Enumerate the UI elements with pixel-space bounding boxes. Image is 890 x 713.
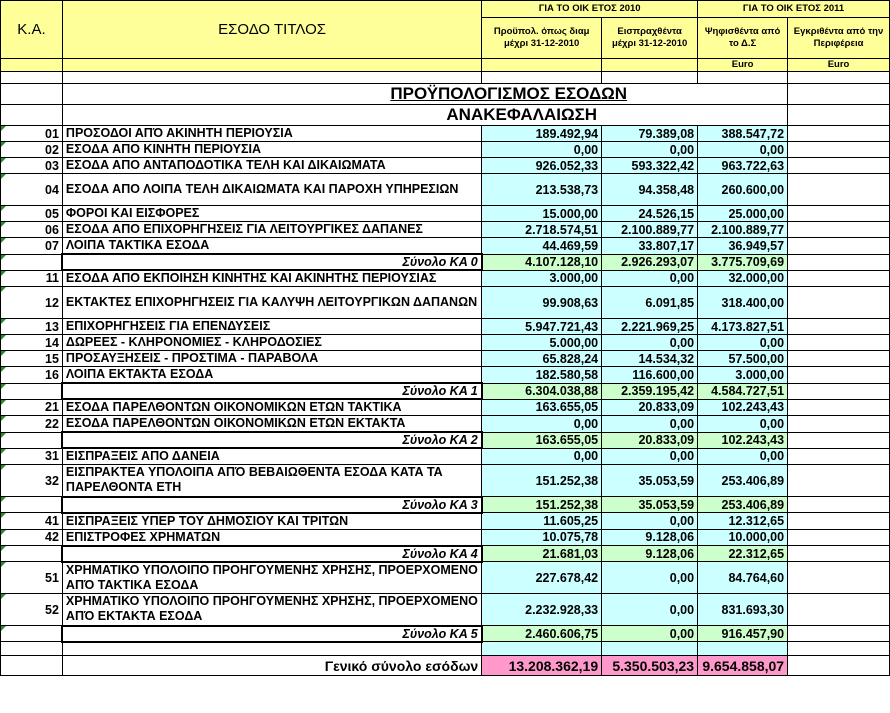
approved-cell[interactable] bbox=[788, 513, 890, 530]
subtotal-row bbox=[1, 626, 890, 642]
collected-cell[interactable]: 9.128,06 bbox=[602, 529, 698, 546]
collected-cell[interactable]: 35.053,59 bbox=[602, 465, 698, 497]
budget-cell[interactable]: 163.655,05 bbox=[482, 399, 602, 416]
code-cell[interactable]: 05 bbox=[1, 206, 63, 222]
collected-cell[interactable]: 20.833,09 bbox=[602, 399, 698, 416]
table-row bbox=[1, 367, 890, 384]
description-cell[interactable]: ΕΣΟΔΑ ΠΑΡΕΛΘΟΝΤΩΝ ΟΙΚΟΝΟΜΙΚΩΝ ΕΤΩΝ ΕΚΤΑΚΤΑ bbox=[62, 416, 481, 433]
approved-cell[interactable] bbox=[788, 465, 890, 497]
table-row bbox=[1, 238, 890, 255]
subtotal-row bbox=[1, 254, 890, 270]
code-cell[interactable] bbox=[1, 497, 63, 513]
description-cell[interactable]: ΕΙΣΠΡΑΞΕΙΣ ΥΠΕΡ ΤΟΥ ΔΗΜΟΣΙΟΥ ΚΑΙ ΤΡΙΤΩΝ bbox=[62, 513, 481, 530]
grand-total-voted[interactable]: 9.654.858,07 bbox=[698, 656, 788, 676]
voted-cell[interactable]: 57.500,00 bbox=[698, 351, 788, 367]
description-cell[interactable]: ΕΣΟΔΑ ΑΠΟ ΛΟΙΠΑ ΤΕΛΗ ΔΙΚΑΙΩΜΑΤΑ ΚΑΙ ΠΑΡΟΧΗ ΥΠΗΡΕΣΙΩΝ bbox=[62, 174, 481, 206]
table-row bbox=[1, 126, 890, 142]
description-cell[interactable]: ΧΡΗΜΑΤΙΚΟ ΥΠΟΛΟΙΠΟ ΠΡΟΗΓΟΥΜΕΝΗΣ ΧΡΗΣΗΣ, ΠΡΟΕΡΧΟΜΕΝΟ ΑΠΌ ΤΑΚΤΙΚΑ ΕΣΟΔΑ bbox=[62, 562, 481, 594]
voted-cell[interactable]: 22.312,65 bbox=[698, 546, 788, 562]
code-cell[interactable]: 21 bbox=[1, 399, 63, 416]
table-row bbox=[1, 319, 890, 335]
code-cell[interactable] bbox=[1, 383, 63, 399]
voted-cell[interactable]: 25.000,00 bbox=[698, 206, 788, 222]
budget-cell[interactable]: 99.908,63 bbox=[482, 287, 602, 319]
budget-cell[interactable]: 5.000,00 bbox=[482, 335, 602, 351]
collected-cell[interactable]: 0,00 bbox=[602, 448, 698, 465]
voted-cell[interactable]: 831.693,30 bbox=[698, 594, 788, 626]
collected-cell[interactable]: 0,00 bbox=[602, 513, 698, 530]
blank-cell[interactable] bbox=[482, 642, 602, 656]
code-cell[interactable]: 32 bbox=[1, 465, 63, 497]
budget-cell[interactable]: 2.718.574,51 bbox=[482, 222, 602, 238]
collected-cell[interactable]: 0,00 bbox=[602, 270, 698, 287]
header-year-2011[interactable]: ΓΙΑ ΤΟ ΟΙΚ ΕΤΟΣ 2011 bbox=[698, 1, 890, 18]
code-cell[interactable] bbox=[1, 432, 63, 448]
budget-cell[interactable]: 3.000,00 bbox=[482, 270, 602, 287]
approved-cell[interactable] bbox=[788, 158, 890, 174]
budget-cell[interactable]: 21.681,03 bbox=[482, 546, 602, 562]
voted-cell[interactable]: 12.312,65 bbox=[698, 513, 788, 530]
blank-cell[interactable] bbox=[788, 642, 890, 656]
table-row bbox=[1, 594, 890, 626]
code-cell[interactable]: 51 bbox=[1, 562, 63, 594]
approved-cell[interactable] bbox=[788, 432, 890, 448]
table-row bbox=[1, 529, 890, 546]
table-row bbox=[1, 351, 890, 367]
description-cell[interactable]: ΕΣΟΔΑ ΑΠΟ ΚΙΝΗΤΗ ΠΕΡΙΟΥΣΙΑ bbox=[62, 142, 481, 158]
code-cell[interactable] bbox=[1, 254, 63, 270]
approved-cell[interactable] bbox=[788, 594, 890, 626]
blank-cell[interactable] bbox=[1, 84, 63, 105]
budget-cell[interactable]: 151.252,38 bbox=[482, 497, 602, 513]
budget-cell[interactable]: 163.655,05 bbox=[482, 432, 602, 448]
table-row bbox=[1, 270, 890, 287]
collected-cell[interactable]: 0,00 bbox=[602, 142, 698, 158]
budget-cell[interactable]: 65.828,24 bbox=[482, 351, 602, 367]
voted-cell[interactable]: 4.584.727,51 bbox=[698, 383, 788, 399]
grand-total-label[interactable]: Γενικό σύνολο εσόδων bbox=[62, 656, 481, 676]
budget-cell[interactable]: 15.000,00 bbox=[482, 206, 602, 222]
collected-cell[interactable]: 24.526,15 bbox=[602, 206, 698, 222]
voted-cell[interactable]: 36.949,57 bbox=[698, 238, 788, 255]
description-cell[interactable]: ΕΣΟΔΑ ΑΠΟ ΑΝΤΑΠΟΔΟΤΙΚΑ ΤΕΛΗ ΚΑΙ ΔΙΚΑΙΩΜΑΤΑ bbox=[62, 158, 481, 174]
collected-cell[interactable]: 0,00 bbox=[602, 562, 698, 594]
voted-cell[interactable]: 916.457,90 bbox=[698, 626, 788, 642]
blank-cell[interactable] bbox=[698, 72, 788, 84]
table-row bbox=[1, 416, 890, 433]
budget-cell[interactable]: 2.232.928,33 bbox=[482, 594, 602, 626]
approved-cell[interactable] bbox=[788, 367, 890, 384]
voted-cell[interactable]: 2.100.889,77 bbox=[698, 222, 788, 238]
subtotal-label[interactable]: Σύνολο ΚΑ 3 bbox=[62, 497, 481, 513]
description-cell[interactable]: ΧΡΗΜΑΤΙΚΟ ΥΠΟΛΟΙΠΟ ΠΡΟΗΓΟΥΜΕΝΗΣ ΧΡΗΣΗΣ, ΠΡΟΕΡΧΟΜΕΝΟ ΑΠΌ ΕΚΤΑΚΤΑ ΕΣΟΔΑ bbox=[62, 594, 481, 626]
approved-cell[interactable] bbox=[788, 626, 890, 642]
collected-cell[interactable]: 9.128,06 bbox=[602, 546, 698, 562]
grand-total-collected[interactable]: 5.350.503,23 bbox=[602, 656, 698, 676]
voted-cell[interactable]: 32.000,00 bbox=[698, 270, 788, 287]
code-cell[interactable]: 07 bbox=[1, 238, 63, 255]
code-cell[interactable]: 22 bbox=[1, 416, 63, 433]
blank-cell[interactable] bbox=[602, 72, 698, 84]
header-title[interactable]: ΕΣΟΔΟ ΤΙΤΛΟΣ bbox=[62, 1, 481, 59]
spacer-row bbox=[1, 642, 890, 656]
header-ka[interactable]: Κ.Α. bbox=[1, 1, 63, 59]
code-cell[interactable]: 01 bbox=[1, 126, 63, 142]
description-cell[interactable]: ΠΡΟΣΑΥΞΗΣΕΙΣ - ΠΡΟΣΤΙΜΑ - ΠΑΡΑΒΟΛΑ bbox=[62, 351, 481, 367]
budget-cell[interactable]: 0,00 bbox=[482, 142, 602, 158]
collected-cell[interactable]: 94.358,48 bbox=[602, 174, 698, 206]
table-row bbox=[1, 399, 890, 416]
code-cell[interactable]: 31 bbox=[1, 448, 63, 465]
blank-cell[interactable] bbox=[482, 72, 602, 84]
table-row bbox=[1, 206, 890, 222]
code-cell[interactable]: 15 bbox=[1, 351, 63, 367]
table-row bbox=[1, 513, 890, 530]
budget-cell[interactable]: 213.538,73 bbox=[482, 174, 602, 206]
voted-cell[interactable]: 3.000,00 bbox=[698, 367, 788, 384]
code-cell[interactable]: 42 bbox=[1, 529, 63, 546]
voted-cell[interactable]: 0,00 bbox=[698, 448, 788, 465]
blank-cell[interactable] bbox=[62, 642, 481, 656]
voted-cell[interactable]: 102.243,43 bbox=[698, 399, 788, 416]
table-row bbox=[1, 158, 890, 174]
header-blank-cell[interactable] bbox=[62, 59, 481, 72]
approved-cell[interactable] bbox=[788, 222, 890, 238]
budget-cell[interactable]: 182.580,58 bbox=[482, 367, 602, 384]
approved-cell[interactable] bbox=[788, 142, 890, 158]
subtitle[interactable]: ΑΝΑΚΕΦΑΛΑΙΩΣΗ bbox=[62, 105, 787, 126]
grand-total-approved[interactable] bbox=[788, 656, 890, 676]
collected-cell[interactable]: 2.926.293,07 bbox=[602, 254, 698, 270]
blank-cell[interactable] bbox=[602, 642, 698, 656]
voted-cell[interactable]: 253.406,89 bbox=[698, 465, 788, 497]
header-year-2010[interactable]: ΓΙΑ ΤΟ ΟΙΚ ΕΤΟΣ 2010 bbox=[482, 1, 698, 18]
subtotal-label[interactable]: Σύνολο ΚΑ 5 bbox=[62, 626, 481, 642]
subtotal-label[interactable]: Σύνολο ΚΑ 4 bbox=[62, 546, 481, 562]
budget-cell[interactable]: 10.075,78 bbox=[482, 529, 602, 546]
code-cell[interactable]: 41 bbox=[1, 513, 63, 530]
budget-cell[interactable]: 5.947.721,43 bbox=[482, 319, 602, 335]
description-cell[interactable]: ΕΣΟΔΑ ΑΠΟ ΕΠΙΧΟΡΗΓΗΣΕΙΣ ΓΙΑ ΛΕΙΤΟΥΡΓΙΚΕΣ ΔΑΠΑΝΕΣ bbox=[62, 222, 481, 238]
voted-cell[interactable]: 4.173.827,51 bbox=[698, 319, 788, 335]
collected-cell[interactable]: 14.534,32 bbox=[602, 351, 698, 367]
code-cell[interactable] bbox=[1, 656, 63, 676]
description-cell[interactable]: ΔΩΡΕΕΣ - ΚΛΗΡΟΝΟΜΙΕΣ - ΚΛΗΡΟΔΟΣΙΕΣ bbox=[62, 335, 481, 351]
code-cell[interactable]: 02 bbox=[1, 142, 63, 158]
collected-cell[interactable]: 6.091,85 bbox=[602, 287, 698, 319]
voted-cell[interactable]: 318.400,00 bbox=[698, 287, 788, 319]
approved-cell[interactable] bbox=[788, 546, 890, 562]
table-row bbox=[1, 287, 890, 319]
description-cell[interactable]: ΕΠΙΣΤΡΟΦΕΣ ΧΡΗΜΑΤΩΝ bbox=[62, 529, 481, 546]
description-cell[interactable]: ΕΣΟΔΑ ΑΠΟ ΕΚΠΟΙΗΣΗ ΚΙΝΗΤΗΣ ΚΑΙ ΑΚΙΝΗΤΗΣ ΠΕΡΙΟΥΣΙΑΣ bbox=[62, 270, 481, 287]
header-approved[interactable]: Εγκριθέντα από την Περιφέρεια bbox=[788, 17, 890, 58]
header-budget[interactable]: Προϋπολ. όπως διαμ μέχρι 31-12-2010 bbox=[482, 17, 602, 58]
approved-cell[interactable] bbox=[788, 270, 890, 287]
collected-cell[interactable]: 2.221.969,25 bbox=[602, 319, 698, 335]
code-cell[interactable]: 16 bbox=[1, 367, 63, 384]
header-unit-voted[interactable]: Euro bbox=[698, 59, 788, 72]
collected-cell[interactable]: 0,00 bbox=[602, 626, 698, 642]
code-cell[interactable]: 11 bbox=[1, 270, 63, 287]
voted-cell[interactable]: 0,00 bbox=[698, 416, 788, 433]
budget-cell[interactable]: 926.052,33 bbox=[482, 158, 602, 174]
grand-total-budget[interactable]: 13.208.362,19 bbox=[482, 656, 602, 676]
approved-cell[interactable] bbox=[788, 126, 890, 142]
voted-cell[interactable]: 0,00 bbox=[698, 335, 788, 351]
code-cell[interactable]: 13 bbox=[1, 319, 63, 335]
subtotal-row bbox=[1, 383, 890, 399]
approved-cell[interactable] bbox=[788, 416, 890, 433]
blank-cell[interactable] bbox=[1, 72, 63, 84]
grand-total-row bbox=[1, 656, 890, 676]
subtotal-label[interactable]: Σύνολο ΚΑ 2 bbox=[62, 432, 481, 448]
budget-cell[interactable]: 227.678,42 bbox=[482, 562, 602, 594]
budget-cell[interactable]: 6.304.038,88 bbox=[482, 383, 602, 399]
header-blank-cell[interactable] bbox=[1, 59, 63, 72]
code-cell[interactable] bbox=[1, 546, 63, 562]
voted-cell[interactable]: 260.600,00 bbox=[698, 174, 788, 206]
table-row bbox=[1, 174, 890, 206]
code-cell[interactable]: 06 bbox=[1, 222, 63, 238]
approved-cell[interactable] bbox=[788, 206, 890, 222]
voted-cell[interactable]: 253.406,89 bbox=[698, 497, 788, 513]
approved-cell[interactable] bbox=[788, 399, 890, 416]
description-cell[interactable]: ΕΚΤΑΚΤΕΣ ΕΠΙΧΟΡΗΓΗΣΕΙΣ ΓΙΑ ΚΑΛΥΨΗ ΛΕΙΤΟΥΡΓΙΚΩΝ ΔΑΠΑΝΩΝ bbox=[62, 287, 481, 319]
voted-cell[interactable]: 963.722,63 bbox=[698, 158, 788, 174]
code-cell[interactable]: 12 bbox=[1, 287, 63, 319]
approved-cell[interactable] bbox=[788, 351, 890, 367]
blank-cell[interactable] bbox=[698, 642, 788, 656]
blank-cell[interactable] bbox=[62, 72, 481, 84]
voted-cell[interactable]: 0,00 bbox=[698, 142, 788, 158]
table-row bbox=[1, 335, 890, 351]
table-row bbox=[1, 222, 890, 238]
approved-cell[interactable] bbox=[788, 174, 890, 206]
blank-cell[interactable] bbox=[788, 84, 890, 105]
collected-cell[interactable]: 2.100.889,77 bbox=[602, 222, 698, 238]
code-cell[interactable]: 03 bbox=[1, 158, 63, 174]
collected-cell[interactable]: 593.322,42 bbox=[602, 158, 698, 174]
subtotal-label[interactable]: Σύνολο ΚΑ 0 bbox=[62, 254, 481, 270]
table-row bbox=[1, 562, 890, 594]
table-row bbox=[1, 142, 890, 158]
approved-cell[interactable] bbox=[788, 335, 890, 351]
approved-cell[interactable] bbox=[788, 287, 890, 319]
approved-cell[interactable] bbox=[788, 529, 890, 546]
approved-cell[interactable] bbox=[788, 254, 890, 270]
voted-cell[interactable]: 3.775.709,69 bbox=[698, 254, 788, 270]
collected-cell[interactable]: 35.053,59 bbox=[602, 497, 698, 513]
collected-cell[interactable]: 33.807,17 bbox=[602, 238, 698, 255]
subtotal-label[interactable]: Σύνολο ΚΑ 1 bbox=[62, 383, 481, 399]
description-cell[interactable]: ΦΟΡΟΙ ΚΑΙ ΕΙΣΦΟΡΕΣ bbox=[62, 206, 481, 222]
approved-cell[interactable] bbox=[788, 238, 890, 255]
description-cell[interactable]: ΕΙΣΠΡΑΞΕΙΣ ΑΠΟ ΔΑΝΕΙΑ bbox=[62, 448, 481, 465]
budget-cell[interactable]: 0,00 bbox=[482, 416, 602, 433]
table-row bbox=[1, 448, 890, 465]
voted-cell[interactable]: 84.764,60 bbox=[698, 562, 788, 594]
blank-cell[interactable] bbox=[1, 642, 63, 656]
voted-cell[interactable]: 102.243,43 bbox=[698, 432, 788, 448]
description-cell[interactable]: ΛΟΙΠΑ ΕΚΤΑΚΤΑ ΕΣΟΔΑ bbox=[62, 367, 481, 384]
budget-cell[interactable]: 2.460.606,75 bbox=[482, 626, 602, 642]
budget-cell[interactable]: 44.469,59 bbox=[482, 238, 602, 255]
budget-cell[interactable]: 0,00 bbox=[482, 448, 602, 465]
approved-cell[interactable] bbox=[788, 383, 890, 399]
collected-cell[interactable]: 116.600,00 bbox=[602, 367, 698, 384]
approved-cell[interactable] bbox=[788, 448, 890, 465]
table-row bbox=[1, 465, 890, 497]
collected-cell[interactable]: 2.359.195,42 bbox=[602, 383, 698, 399]
blank-cell[interactable] bbox=[788, 72, 890, 84]
main-title[interactable]: ΠΡΟΫΠΟΛΟΓΙΣΜΟΣ ΕΣΟΔΩΝ bbox=[62, 84, 787, 105]
description-cell[interactable]: ΕΣΟΔΑ ΠΑΡΕΛΘΟΝΤΩΝ ΟΙΚΟΝΟΜΙΚΩΝ ΕΤΩΝ ΤΑΚΤΙΚΑ bbox=[62, 399, 481, 416]
description-cell[interactable]: ΛΟΙΠΑ ΤΑΚΤΙΚΑ ΕΣΟΔΑ bbox=[62, 238, 481, 255]
header-blank-cell[interactable] bbox=[482, 59, 602, 72]
code-cell[interactable]: 14 bbox=[1, 335, 63, 351]
budget-cell[interactable]: 11.605,25 bbox=[482, 513, 602, 530]
header-collected[interactable]: Εισπραχθέντα μέχρι 31-12-2010 bbox=[602, 17, 698, 58]
collected-cell[interactable]: 20.833,09 bbox=[602, 432, 698, 448]
subtotal-row bbox=[1, 546, 890, 562]
collected-cell[interactable]: 79.389,08 bbox=[602, 126, 698, 142]
code-cell[interactable] bbox=[1, 626, 63, 642]
code-cell[interactable]: 52 bbox=[1, 594, 63, 626]
voted-cell[interactable]: 10.000,00 bbox=[698, 529, 788, 546]
approved-cell[interactable] bbox=[788, 562, 890, 594]
approved-cell[interactable] bbox=[788, 319, 890, 335]
budget-cell[interactable]: 4.107.128,10 bbox=[482, 254, 602, 270]
code-cell[interactable]: 04 bbox=[1, 174, 63, 206]
description-cell[interactable]: ΠΡΟΣΟΔΟΙ ΑΠΌ ΑΚΙΝΗΤΗ ΠΕΡΙΟΥΣΙΑ bbox=[62, 126, 481, 142]
collected-cell[interactable]: 0,00 bbox=[602, 335, 698, 351]
budget-cell[interactable]: 151.252,38 bbox=[482, 465, 602, 497]
budget-cell[interactable]: 189.492,94 bbox=[482, 126, 602, 142]
approved-cell[interactable] bbox=[788, 497, 890, 513]
collected-cell[interactable]: 0,00 bbox=[602, 416, 698, 433]
description-cell[interactable]: ΕΙΣΠΡΑΚΤΕΑ ΥΠΟΛΟΙΠΑ ΑΠΌ ΒΕΒΑΙΩΘΕΝΤΑ ΕΣΟΔΑ ΚΑΤΑ ΤΑ ΠΑΡΕΛΘΟΝΤΑ ΕΤΗ bbox=[62, 465, 481, 497]
header-unit-approved[interactable]: Euro bbox=[788, 59, 890, 72]
subtotal-row bbox=[1, 497, 890, 513]
blank-cell[interactable] bbox=[1, 105, 63, 126]
collected-cell[interactable]: 0,00 bbox=[602, 594, 698, 626]
description-cell[interactable]: ΕΠΙΧΟΡΗΓΗΣΕΙΣ ΓΙΑ ΕΠΕΝΔΥΣΕΙΣ bbox=[62, 319, 481, 335]
subtotal-row bbox=[1, 432, 890, 448]
header-blank-cell[interactable] bbox=[602, 59, 698, 72]
blank-cell[interactable] bbox=[788, 105, 890, 126]
voted-cell[interactable]: 388.547,72 bbox=[698, 126, 788, 142]
header-voted[interactable]: Ψηφισθέντα από το Δ.Σ bbox=[698, 17, 788, 58]
